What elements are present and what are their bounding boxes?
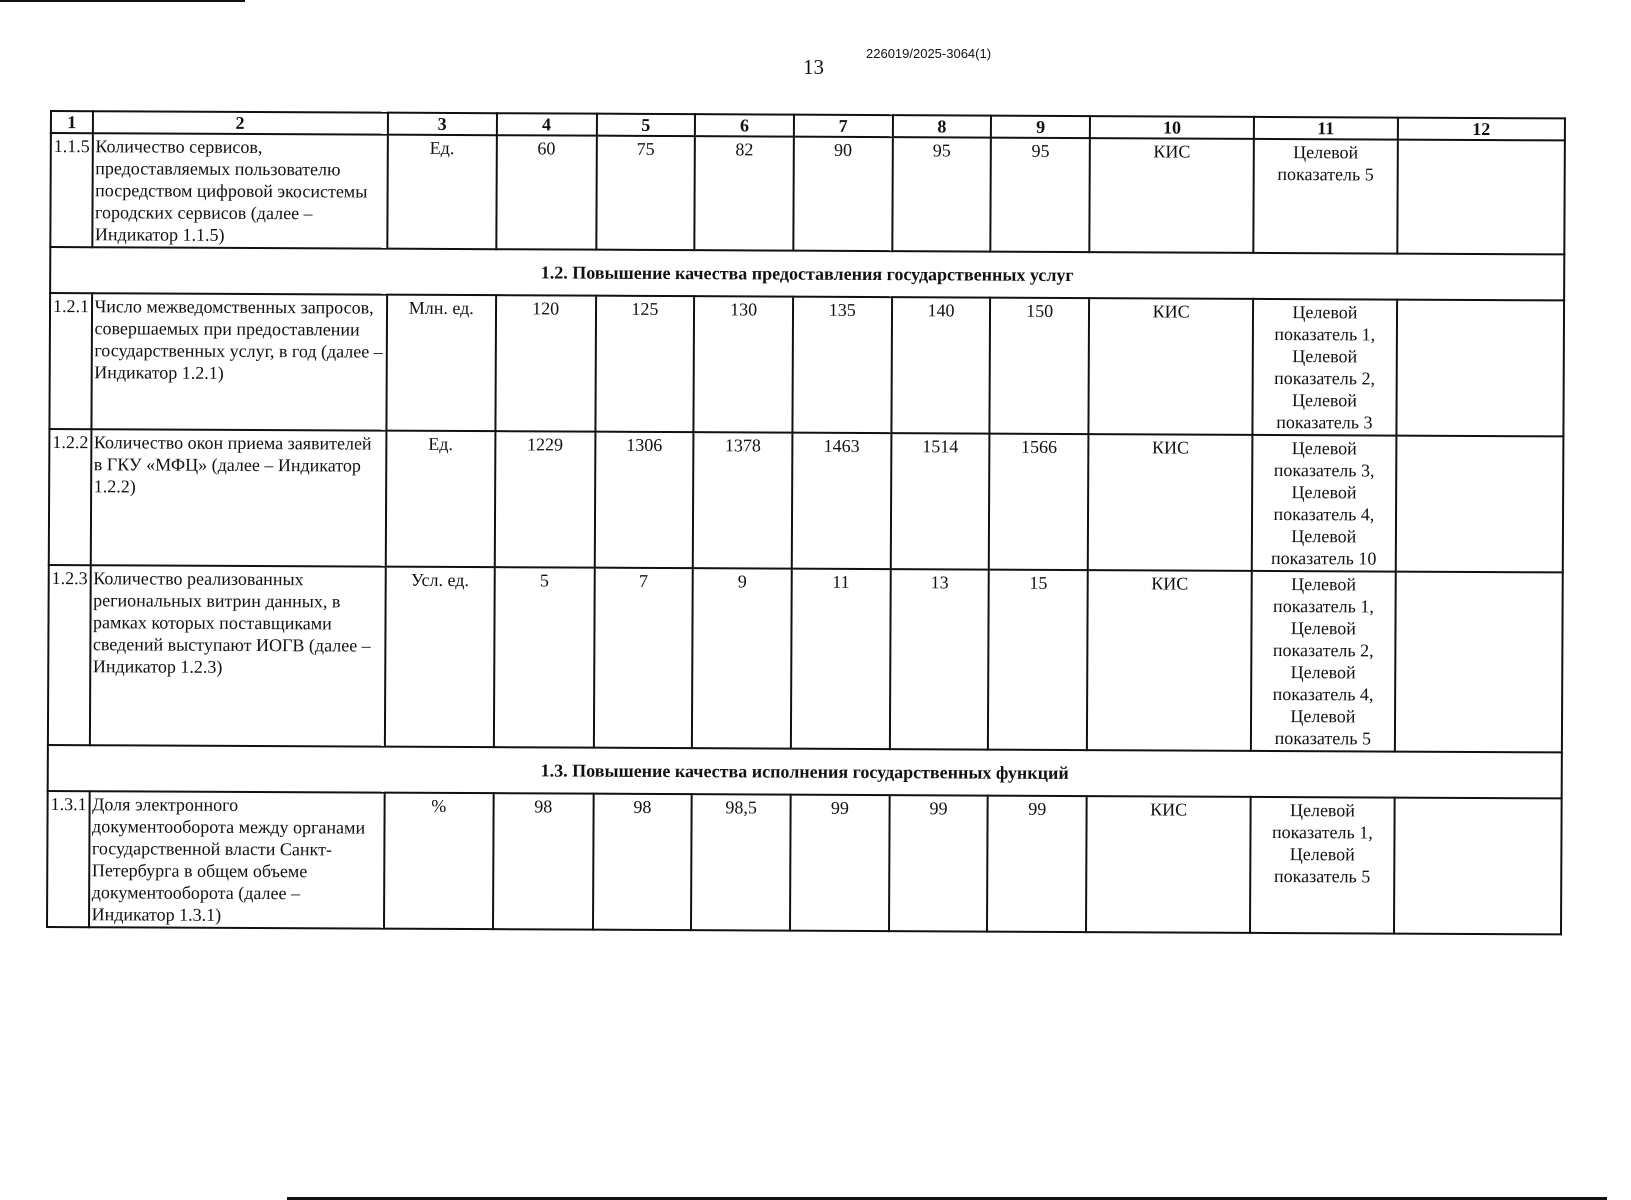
- targets-cell: Целевой показатель 3, Целевой показатель 4, Целевой показатель 10: [1252, 435, 1396, 572]
- top-edge-line: [0, 0, 245, 2]
- value-cell: 95: [892, 137, 991, 251]
- header-cell: 6: [695, 114, 794, 136]
- value-cell: 98: [593, 794, 692, 930]
- empty-cell: [1394, 798, 1562, 935]
- indicator-id: 1.3.1: [47, 791, 89, 927]
- value-cell: 150: [990, 298, 1089, 434]
- value-cell: 15: [988, 570, 1088, 750]
- value-cell: 75: [596, 136, 695, 250]
- section-row: [48, 745, 1562, 798]
- table-row: [47, 791, 1562, 934]
- header-cell: 1: [51, 111, 93, 133]
- header-cell: 7: [794, 115, 893, 137]
- header-cell: 11: [1254, 117, 1397, 140]
- indicator-name: Количество окон приема заявителей в ГКУ «МФЦ» (далее – Индикатор 1.2.2): [90, 429, 386, 566]
- table-row: [49, 429, 1564, 572]
- value-cell: 99: [987, 796, 1086, 932]
- source-cell: КИС: [1086, 796, 1251, 933]
- header-cell: 5: [596, 114, 695, 136]
- header-cell: 8: [893, 115, 992, 137]
- value-cell: 1378: [693, 432, 792, 568]
- section-title: 1.2. Повышение качества предоставления государственных услуг: [50, 247, 1564, 300]
- value-cell: 140: [891, 297, 990, 433]
- unit-cell: Ед.: [387, 135, 497, 250]
- indicator-id: 1.1.5: [50, 133, 92, 247]
- targets-cell: Целевой показатель 5: [1254, 139, 1398, 254]
- targets-cell: Целевой показатель 1, Целевой показатель 2, Целевой показатель 4, Целевой показатель 5: [1251, 571, 1395, 752]
- section-row: [50, 247, 1564, 300]
- indicator-name: Доля электронного документооборота между органами государственной власти Санкт-Петербурга в общем объеме документооборота (далее – Индикатор 1.3.1): [89, 791, 385, 928]
- header-cell: 3: [388, 113, 497, 136]
- source-cell: КИС: [1088, 434, 1253, 571]
- value-cell: 99: [889, 795, 988, 931]
- value-cell: 9: [692, 568, 792, 748]
- value-cell: 98,5: [691, 794, 790, 930]
- indicator-id: 1.2.1: [49, 293, 91, 429]
- value-cell: 7: [593, 568, 693, 748]
- unit-cell: Усл. ед.: [385, 567, 495, 748]
- targets-cell: Целевой показатель 1, Целевой показатель 5: [1250, 797, 1394, 934]
- table-row: [48, 565, 1563, 752]
- value-cell: 11: [791, 569, 891, 749]
- value-cell: 1566: [989, 434, 1088, 570]
- value-cell: 95: [991, 138, 1090, 252]
- value-cell: 82: [695, 136, 794, 250]
- empty-cell: [1394, 572, 1562, 753]
- indicator-name: Количество сервисов, предоставляемых пользователю посредством цифровой экосистемы городских сервисов (далее – Индикатор 1.1.5): [92, 133, 388, 248]
- value-cell: 1463: [792, 433, 891, 569]
- unit-cell: Ед.: [385, 431, 495, 568]
- value-cell: 1229: [495, 431, 595, 567]
- table-row: [50, 133, 1565, 254]
- header-cell: 12: [1397, 118, 1565, 141]
- source-cell: КИС: [1087, 570, 1252, 751]
- unit-cell: %: [384, 793, 494, 930]
- header-cell: 10: [1090, 116, 1254, 139]
- document-id: 226019/2025-3064(1): [866, 46, 992, 61]
- indicator-name: Число межведомственных запросов, совершаемых при предоставлении государственных услуг, в год (далее – Индикатор 1.2.1): [91, 293, 387, 430]
- value-cell: 13: [890, 569, 990, 749]
- value-cell: 1306: [594, 432, 693, 568]
- indicator-table-sheet: [46, 110, 1566, 935]
- page-number: 13: [803, 55, 824, 79]
- empty-cell: [1395, 436, 1563, 573]
- value-cell: 1514: [890, 433, 989, 569]
- header-cell: 4: [497, 113, 597, 135]
- source-cell: КИС: [1088, 298, 1253, 435]
- section-title: 1.3. Повышение качества исполнения государственных функций: [48, 745, 1562, 798]
- value-cell: 135: [792, 297, 891, 433]
- value-cell: 130: [694, 296, 793, 432]
- indicator-name: Количество реализованных региональных витрин данных, в рамках которых поставщиками сведений выступают ИОГВ (далее – Индикатор 1.2.3): [89, 565, 385, 746]
- value-cell: 98: [493, 793, 593, 929]
- value-cell: 90: [793, 137, 892, 251]
- table-row: [49, 293, 1564, 436]
- value-cell: 125: [595, 296, 694, 432]
- indicator-table: [46, 110, 1566, 935]
- empty-cell: [1397, 140, 1565, 255]
- empty-cell: [1396, 300, 1564, 437]
- value-cell: 120: [495, 295, 595, 431]
- header-cell: 2: [92, 111, 387, 134]
- value-cell: 5: [494, 567, 595, 747]
- value-cell: 99: [790, 795, 889, 931]
- unit-cell: Млн. ед.: [386, 295, 496, 432]
- header-cell: 9: [991, 116, 1090, 138]
- indicator-id: 1.2.3: [48, 565, 90, 745]
- value-cell: 60: [496, 135, 596, 249]
- indicator-id: 1.2.2: [49, 429, 91, 565]
- source-cell: КИС: [1089, 138, 1254, 253]
- targets-cell: Целевой показатель 1, Целевой показатель 2, Целевой показатель 3: [1253, 299, 1397, 436]
